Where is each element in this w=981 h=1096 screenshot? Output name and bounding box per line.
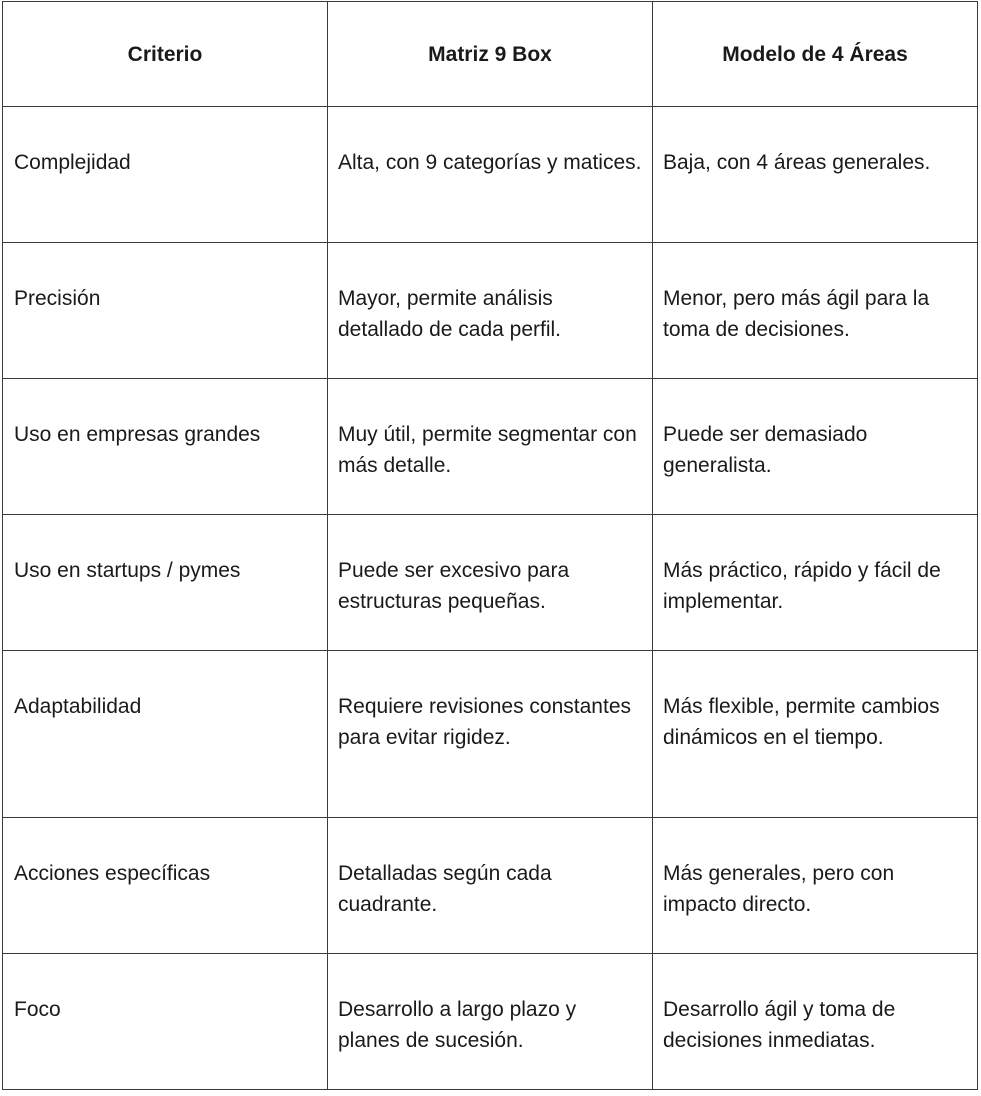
cell-modelo (653, 954, 978, 1090)
cell-modelo (653, 379, 978, 515)
header-row (3, 2, 978, 107)
cell-text: Más generales, pero con impacto directo. (663, 862, 895, 916)
table-header (3, 2, 978, 107)
cell-text: Puede ser excesivo para estructuras pequeñas. (338, 559, 570, 613)
table-row (3, 243, 978, 379)
cell-text: Puede ser demasiado generalista. (663, 423, 868, 477)
table-row (3, 379, 978, 515)
table-body (3, 107, 978, 1090)
cell-text: Mayor, permite análisis detallado de cada perfil. (338, 287, 561, 341)
cell-text: Foco (14, 998, 61, 1021)
cell-text: Alta, con 9 categorías y matices. (338, 151, 642, 174)
cell-modelo (653, 818, 978, 954)
table-row (3, 818, 978, 954)
cell-criterio (3, 651, 328, 818)
cell-criterio (3, 954, 328, 1090)
cell-modelo (653, 243, 978, 379)
cell-criterio (3, 515, 328, 651)
cell-text: Desarrollo a largo plazo y planes de sucesión. (338, 998, 577, 1052)
header-criterio: Criterio (3, 2, 328, 107)
table-row (3, 107, 978, 243)
cell-matriz (328, 515, 653, 651)
cell-matriz (328, 107, 653, 243)
cell-matriz (328, 954, 653, 1090)
cell-text: Precisión (14, 287, 101, 310)
cell-text: Baja, con 4 áreas generales. (663, 151, 931, 174)
table-row (3, 515, 978, 651)
cell-criterio (3, 243, 328, 379)
table-row (3, 651, 978, 818)
cell-matriz (328, 379, 653, 515)
cell-text: Más práctico, rápido y fácil de implementar. (663, 559, 941, 613)
cell-text: Detalladas según cada cuadrante. (338, 862, 552, 916)
cell-matriz (328, 651, 653, 818)
cell-criterio (3, 379, 328, 515)
cell-text: Muy útil, permite segmentar con más detalle. (338, 423, 637, 477)
cell-text: Acciones específicas (14, 862, 211, 885)
cell-text: Más flexible, permite cambios dinámicos en el tiempo. (663, 695, 940, 749)
cell-text: Complejidad (14, 151, 131, 174)
comparison-table (2, 1, 978, 1090)
header-modelo-4-areas: Modelo de 4 Áreas (653, 2, 978, 107)
cell-text: Uso en empresas grandes (14, 423, 261, 446)
cell-modelo (653, 651, 978, 818)
header-matriz-9-box: Matriz 9 Box (328, 2, 653, 107)
cell-matriz (328, 818, 653, 954)
cell-criterio (3, 107, 328, 243)
cell-text: Menor, pero más ágil para la toma de decisiones. (663, 287, 930, 341)
cell-modelo (653, 107, 978, 243)
cell-text: Adaptabilidad (14, 695, 142, 718)
cell-matriz (328, 243, 653, 379)
table-row (3, 954, 978, 1090)
cell-text: Uso en startups / pymes (14, 559, 241, 582)
cell-criterio (3, 818, 328, 954)
cell-text: Desarrollo ágil y toma de decisiones inmediatas. (663, 998, 896, 1052)
cell-modelo (653, 515, 978, 651)
cell-text: Requiere revisiones constantes para evitar rigidez. (338, 695, 631, 749)
